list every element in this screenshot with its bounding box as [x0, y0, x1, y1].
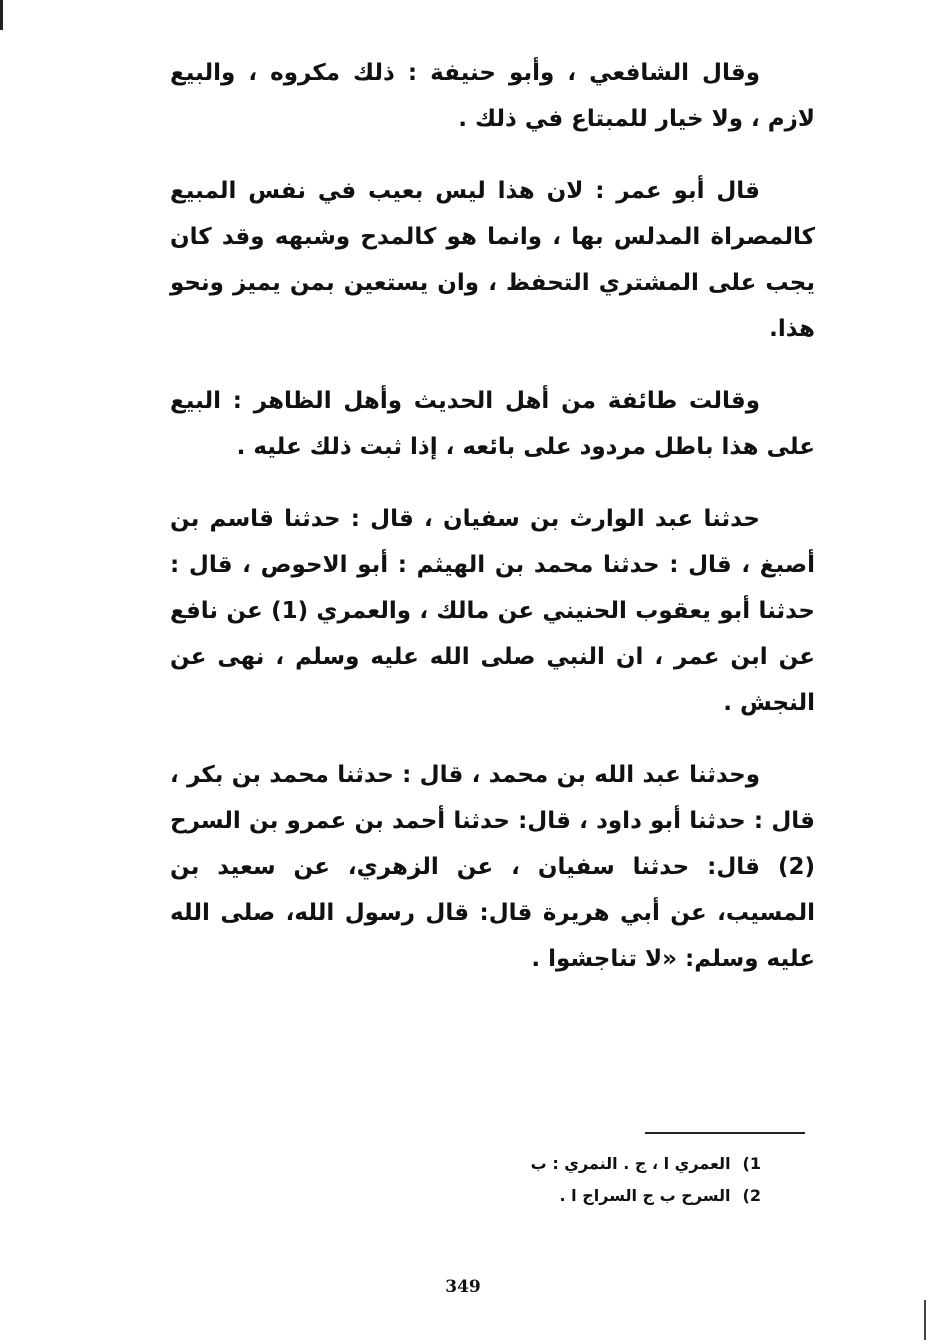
- paragraph: وحدثنا عبد الله بن محمد ، قال : حدثنا محمد بن بكر ، قال : حدثنا أبو داود ، قال: حدثنا أحمد بن عمرو بن السرح (2) قال: حدثنا سفيان ، عن الزهري، عن سعيد بن المسيب، عن أبي هريرة قال: قال رسول الله، صلى الله عليه وسلم: «لا تناجشوا .: [170, 762, 815, 972]
- footnote-text: السرح ب ج السراج ا .: [559, 1186, 731, 1205]
- main-text: [170, 50, 815, 1008]
- footnote-text: العمري ا ، ج . النمري : ب: [530, 1154, 731, 1173]
- paragraph: وقالت طائفة من أهل الحديث وأهل الظاهر : البيع على هذا باطل مردود على بائعه ، إذا ثبت ذلك عليه .: [170, 388, 815, 460]
- footnotes: [401, 1148, 761, 1212]
- footnote-separator: [645, 1132, 805, 1134]
- scan-edge-mark: [0, 0, 3, 30]
- paragraph: وقال الشافعي ، وأبو حنيفة : ذلك مكروه ، والبيع لازم ، ولا خيار للمبتاع في ذلك .: [170, 60, 815, 132]
- footnote-number: 1): [742, 1154, 761, 1173]
- page-number: 349: [445, 1277, 481, 1297]
- paragraph: قال أبو عمر : لان هذا ليس بعيب في نفس المبيع كالمصراة المدلس بها ، وانما هو كالمدح وشبهه وقد كان يجب على المشتري التحفظ ، وان يستعين بمن يميز ونحو هذا.: [170, 178, 815, 342]
- footnote: [401, 1180, 761, 1212]
- footnote: [401, 1148, 761, 1180]
- footnote-number: 2): [742, 1186, 761, 1205]
- paragraph: حدثنا عبد الوارث بن سفيان ، قال : حدثنا قاسم بن أصبغ ، قال : حدثنا محمد بن الهيثم : أبو الاحوص ، قال : حدثنا أبو يعقوب الحنيني عن مالك ، والعمري (1) عن نافع عن ابن عمر ، ان النبي صلى الله عليه وسلم ، نهى عن النجش .: [170, 506, 815, 716]
